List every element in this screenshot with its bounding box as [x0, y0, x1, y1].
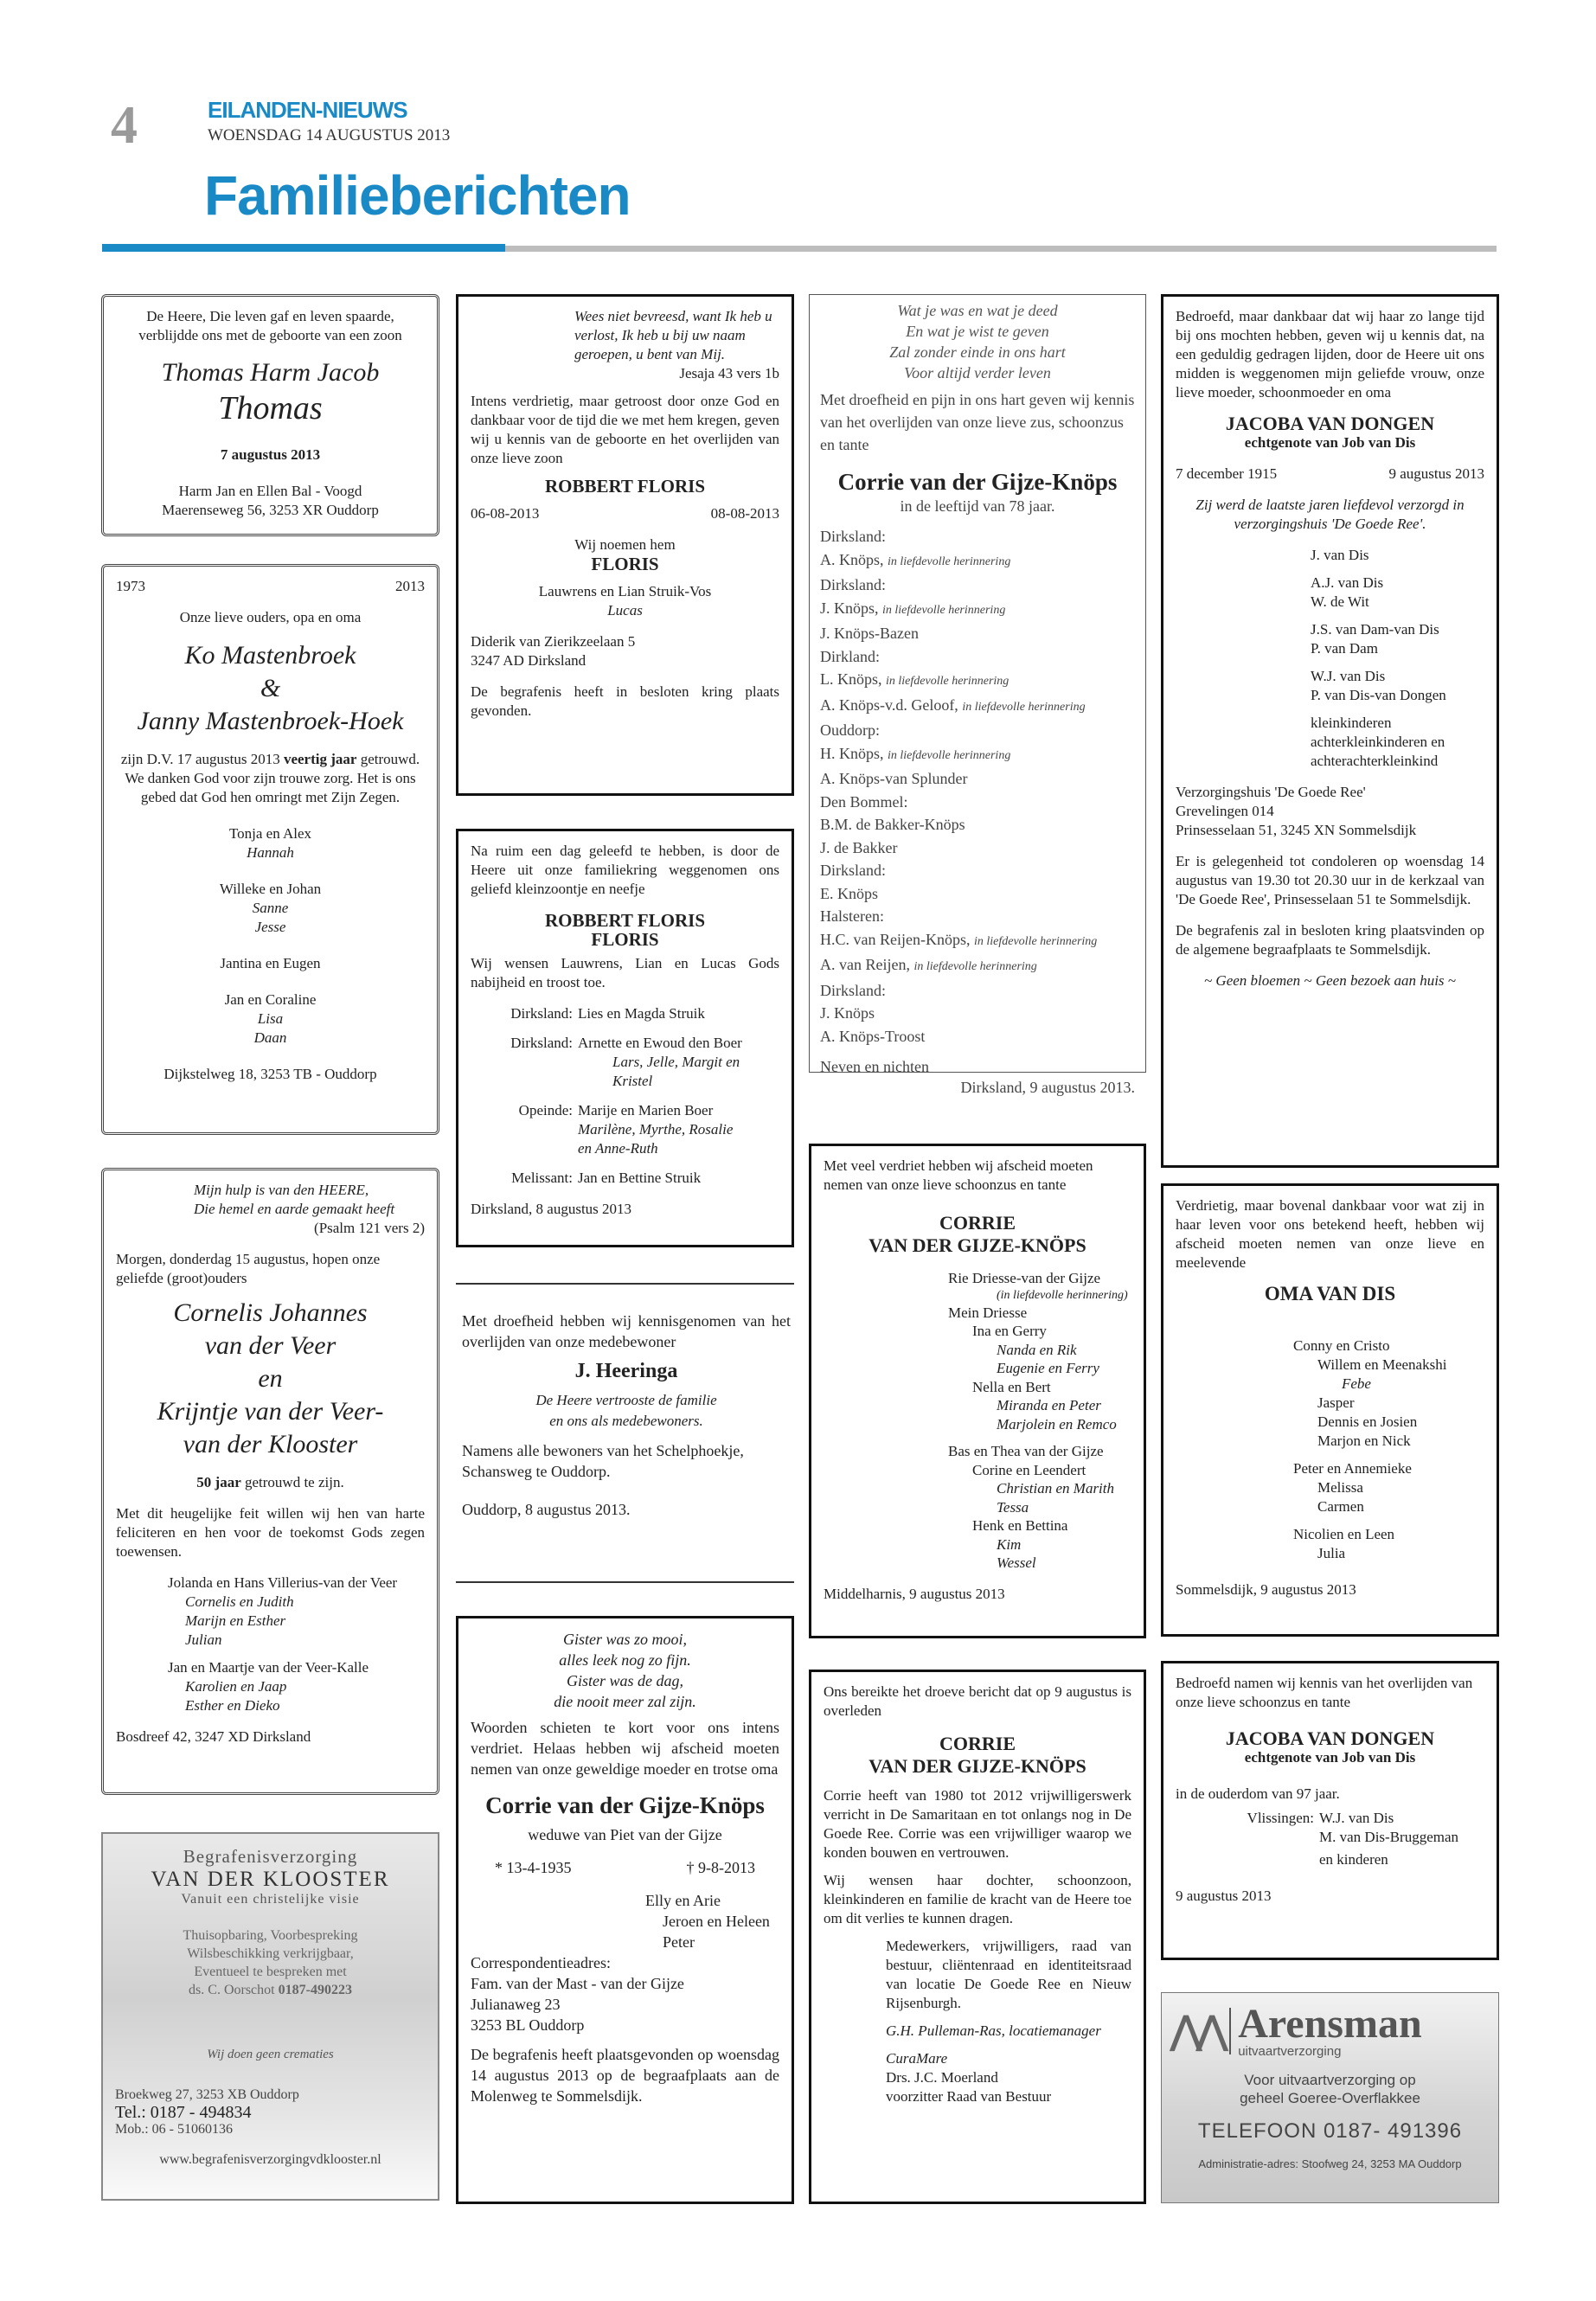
funeral-service-ad-van-der-klooster [101, 1832, 439, 2201]
sibling: Lucas [607, 602, 643, 619]
death-date: 08-08-2013 [710, 505, 779, 522]
verse-ref: Jesaja 43 vers 1b [679, 365, 779, 381]
verse-1: Wat je was en wat je deed [897, 302, 1058, 319]
sibling-row: B.M. de Bakker-Knöps [820, 816, 965, 833]
death-announcement-robbert-floris-family [456, 829, 794, 1247]
address-line-1: Diderik van Zierikzeelaan 5 [471, 633, 636, 650]
address: Bosdreef 42, 3247 XD Dirksland [116, 1728, 311, 1745]
family-4: Jan en Bettine Struik [578, 1170, 702, 1186]
family-line-3: Febe [1342, 1375, 1371, 1392]
sibling-row: Dirksland: [820, 981, 886, 999]
family-line-8: Marjolein en Remco [997, 1415, 1117, 1433]
ad-company: VAN DER KLOOSTER [151, 1868, 390, 1891]
verse-2: En wat je wist te geven [906, 323, 1049, 340]
family-3-kids: Marilène, Myrthe, Rosalie [578, 1121, 734, 1138]
family-line-8: Melissa [1317, 1479, 1363, 1496]
family-1-kid-1: Cornelis en Judith [185, 1593, 294, 1610]
family-6: W.J. van Dis [1311, 668, 1386, 684]
verse-4: die nooit meer zal zijn. [554, 1693, 696, 1710]
family-1-kid-2: Marijn en Esther [185, 1612, 286, 1629]
birth-announcement-thomas [101, 294, 439, 536]
ad-line-2: geheel Goeree-Overflakkee [1240, 2090, 1420, 2106]
family-2-kid-1: Karolien en Jaap [185, 1678, 287, 1695]
header-rule-gray [505, 246, 1497, 252]
family-4-kid-1: Lisa [257, 1010, 284, 1027]
birth-date: * 13-4-1935 [495, 1859, 572, 1876]
address: Dijkstelweg 18, 3253 TB - Ouddorp [163, 1066, 377, 1082]
anniversary-mastenbroek [101, 564, 439, 1135]
verse-4: Voor altijd verder leven [904, 364, 1051, 381]
family-1: Elly en Arie [645, 1892, 721, 1909]
family-line-1: Rie Driesse-van der Gijze [948, 1270, 1101, 1286]
family-7: P. van Dis-van Dongen [1311, 687, 1446, 703]
deceased-name-2: VAN DER GIJZE-KNÖPS [869, 1755, 1086, 1777]
family-2: Jan en Maartje van der Veer-Kalle [168, 1659, 369, 1676]
verse-line-2: Die hemel en aarde gemaakt heeft [194, 1201, 395, 1217]
ad-phone: TELEFOON 0187- 491396 [1197, 2119, 1463, 2143]
family-line-12: Tessa [997, 1498, 1029, 1516]
family-line-10: Corine en Leendert [972, 1461, 1086, 1478]
ad-address: Broekweg 27, 3253 XB Ouddorp [115, 2087, 299, 2102]
family-line-13: Henk en Bettina [972, 1517, 1068, 1534]
deceased-name: Corrie van der Gijze-Knöps [485, 1792, 765, 1818]
verse: Wees niet bevreesd, want Ik heb u verlost, Ik heb u bij uw naam geroepen, u bent van Mij. [574, 308, 772, 362]
place: Vlissingen: [1247, 1810, 1314, 1826]
senders: Medewerkers, vrijwilligers, raad van bestuur, cliëntenraad en identiteitsraad van locatie De Goede Ree en Nieuw Rijsenburgh. [886, 1938, 1131, 2011]
funeral-text: De begrafenis heeft plaatsgevonden op woensdag 14 augustus 2013 op de begraafplaats aan de Molenweg te Sommelsdijk. [471, 2046, 779, 2105]
ad-title: Begrafenisverzorging [183, 1846, 358, 1867]
sibling-row: H. Knöps, in liefdevolle herinnering [820, 744, 1011, 762]
announcement-text: Intens verdrietig, maar getroost door onze God en dankbaar voor de tijd die we met hem kregen, geven wij u kennis van de geboorte en het overlijden van onze lieve zoon [471, 393, 779, 466]
footer-date: Dirksland, 8 augustus 2013 [471, 1201, 632, 1217]
sibling-row: Ouddorp: [820, 721, 880, 739]
deceased-name: JACOBA VAN DONGEN [1225, 413, 1435, 434]
family-5: P. van Dam [1311, 640, 1378, 657]
sibling-row: Dirksland: [820, 862, 886, 879]
parents: Lauwrens en Lian Struik-Vos [538, 583, 712, 599]
family-line-3: Ina en Gerry [972, 1323, 1047, 1339]
family-2-kids: Lars, Jelle, Margit en Kristel [612, 1054, 740, 1089]
verse-3: Gister was de dag, [567, 1672, 683, 1689]
birth-intro: De Heere, Die leven gaf en leven spaarde, verblijdde ons met de geboorte van een zoon [138, 308, 402, 343]
death-date: † 9-8-2013 [686, 1859, 755, 1876]
family-line-5: Dennis en Josien [1317, 1413, 1418, 1430]
family-9: achterkleinkinderen en [1311, 734, 1445, 750]
deceased-name: ROBBERT FLORIS [544, 910, 705, 931]
death-announcement-jacoba-van-dongen [1161, 294, 1499, 1168]
announcement-text: Na ruim een dag geleefd te hebben, is door de Heere uit onze familiekring weggenomen ons geliefd kleinzoontje en neefje [471, 843, 779, 897]
ad-website[interactable]: www.begrafenisverzorgingvdklooster.nl [159, 2152, 381, 2167]
family-line-14: Kim [997, 1535, 1022, 1553]
family-1: Tonja en Alex [228, 825, 312, 842]
ad-brand: Arensman [1238, 2001, 1422, 2047]
widow-of: weduwe van Piet van der Gijze [528, 1826, 722, 1843]
deceased-name: Corrie van der Gijze-Knöps [837, 469, 1118, 495]
deceased-name-1: CORRIE [939, 1212, 1016, 1234]
verse-2: alles leek nog zo fijn. [559, 1651, 691, 1669]
family-1-kid: Hannah [247, 844, 294, 861]
sibling-row: J. Knöps-Bazen [820, 625, 919, 642]
sibling-row: A. Knöps-v.d. Geloof, in liefdevolle herinnering [820, 695, 1086, 714]
place-4: Melissant: [511, 1170, 573, 1186]
correspondence-label: Correspondentieadres: [471, 1954, 611, 1971]
naming-text: Wij noemen hem [574, 536, 676, 553]
sibling-row: J. Knöps [820, 1004, 875, 1022]
couple-name-1: Ko Mastenbroek [184, 641, 356, 670]
parents-address: Maerenseweg 56, 3253 XR Ouddorp [162, 502, 379, 518]
footer-date: Middelharnis, 9 augustus 2013 [824, 1585, 1005, 1602]
birth-date: 7 december 1915 [1176, 465, 1278, 482]
family-line-2: Willem en Meenakshi [1317, 1356, 1447, 1373]
signature-2-role: voorzitter Raad van Bestuur [886, 2088, 1052, 2105]
family-2: Willeke en Johan [219, 881, 322, 897]
age-text: in de ouderdom van 97 jaar. [1176, 1785, 1340, 1802]
sibling-row: A. van Reijen, in liefdevolle herinnering [820, 956, 1037, 973]
family-2: Jeroen en Heleen [663, 1913, 770, 1930]
deceased-name: J. Heeringa [574, 1360, 678, 1382]
family-8: kleinkinderen [1311, 715, 1392, 731]
family-1-kid-3: Julian [185, 1631, 222, 1648]
wishes-text: Wij wensen haar dochter, schoonzoon, kleinkinderen en familie de kracht van de Heere toe om dit verlies te kunnen dragen. [824, 1872, 1131, 1926]
care-home-address-2: Grevelingen 014 [1176, 803, 1274, 819]
ad-mobile: Mob.: 06 - 51060136 [115, 2122, 233, 2137]
wishes-text: Wij wensen Lauwrens, Lian en Lucas Gods nabijheid en troost toe. [471, 955, 779, 990]
family-line-9: Bas en Thea van der Gijze [948, 1443, 1104, 1459]
death-announcement-corrie-in-laws [809, 1144, 1146, 1638]
family-3: W. de Wit [1311, 593, 1369, 610]
announcement-text: Woorden schieten te kort voor ons intens verdriet. Helaas hebben wij afscheid moeten nemen van onze geweldige moeder en trotse oma [471, 1719, 779, 1778]
issue-date: WOENSDAG 14 AUGUSTUS 2013 [208, 126, 451, 144]
sibling-row: E. Knöps [820, 884, 878, 902]
family-3: Marije en Marien Boer [578, 1102, 714, 1118]
anniversary-years: 50 jaar getrouwd te zijn. [196, 1474, 344, 1490]
cousins: Neven en nichten [820, 1058, 929, 1075]
family-1: J. van Dis [1311, 547, 1369, 563]
death-announcement-corrie-siblings [809, 294, 1146, 1096]
couple-line-3: en [258, 1364, 283, 1393]
congrats-text: Met dit heugelijke feit willen wij hen van harte feliciteren en hen voor de toekomst Gods zegen toewensen. [116, 1505, 425, 1560]
family-line-4: Jasper [1317, 1394, 1355, 1411]
signature-1: G.H. Pulleman-Ras, locatiemanager [886, 2022, 1101, 2039]
death-announcement-jacoba-in-laws [1161, 1661, 1499, 1960]
corr-address-2: Julianaweg 23 [471, 1996, 561, 2013]
announcement-text: Ons bereikte het droeve bericht dat op 9 augustus is overleden [824, 1683, 1131, 1719]
death-announcement-corrie-children [456, 1616, 794, 2204]
anniversary-van-der-veer [101, 1168, 439, 1795]
family-line-15: Wessel [997, 1554, 1036, 1571]
couple-line-1: Cornelis Johannes [173, 1298, 368, 1327]
verse-line-1: Mijn hulp is van den HEERE, [194, 1182, 369, 1198]
care-note: Zij werd de laatste jaren liefdevol verzorgd in verzorgingshuis 'De Goede Ree'. [1195, 497, 1465, 532]
family-line-11: Christian en Marith [997, 1480, 1115, 1497]
spouse-line: echtgenote van Job van Dis [1244, 1749, 1416, 1766]
ad-service-1: Thuisopbaring, Voorbespreking [183, 1928, 358, 1943]
anniversary-intro: Morgen, donderdag 15 augustus, hopen onze geliefde (groot)ouders [116, 1251, 381, 1286]
sibling-row: L. Knöps, in liefdevolle herinnering [820, 670, 1010, 688]
ad-service-3: Eventueel te bespreken met [194, 1965, 347, 1979]
family-2: Arnette en Ewoud den Boer [578, 1035, 742, 1051]
page-number: 4 [111, 96, 138, 155]
year-start: 1973 [116, 578, 145, 594]
announcement-text: Met veel verdriet hebben wij afscheid moeten nemen van onze lieve schoonzus en tante [824, 1157, 1093, 1193]
verse-ref: (Psalm 121 vers 2) [314, 1220, 425, 1236]
family-4: Jan en Coraline [224, 991, 317, 1008]
couple-name-2: Janny Mastenbroek-Hoek [137, 707, 404, 735]
place-2: Dirksland: [510, 1035, 573, 1051]
couple-line-5: van der Klooster [183, 1430, 358, 1458]
family-line-1: Conny en Cristo [1293, 1337, 1390, 1354]
family-3: en kinderen [1319, 1851, 1388, 1868]
family-1: Lies en Magda Struik [578, 1005, 705, 1022]
paper-name: EILANDEN-NIEUWS [208, 97, 407, 123]
family-2: M. van Dis-Bruggeman [1319, 1829, 1459, 1845]
ad-line-1: Voor uitvaartverzorging op [1244, 2072, 1416, 2088]
address-line-2: 3247 AD Dirksland [471, 652, 586, 669]
funeral-service-ad-arensman [1161, 1992, 1499, 2203]
sibling-row: Den Bommel: [820, 792, 908, 811]
family-2-kid-1: Sanne [252, 900, 289, 916]
care-home-address-1: Verzorgingshuis 'De Goede Ree' [1176, 784, 1366, 800]
condolence-text: Er is gelegenheid tot condoleren op woensdag 14 augustus van 19.30 tot 20.30 uur in de kerkzaal van 'De Goede Ree', Prinsesselaan 51 te Sommelsdijk. [1176, 853, 1484, 907]
announcement-text: Met droefheid hebben wij kennisgenomen van het overlijden van onze medebewoner [462, 1312, 791, 1350]
death-date: 9 augustus 2013 [1388, 465, 1484, 482]
family-line-1-note: (in liefdevolle herinnering) [997, 1288, 1128, 1302]
family-2-kid-2: Esther en Dieko [185, 1697, 280, 1714]
sibling-row: Dirksland: [820, 576, 886, 593]
footer-date: Dirksland, 9 augustus 2013. [960, 1079, 1135, 1096]
parents: Harm Jan en Ellen Bal - Voogd [178, 483, 362, 499]
funeral-text: De begrafenis zal in besloten kring plaatsvinden op de algemene begraafplaats te Sommelsdijk. [1176, 922, 1484, 958]
announcement-text: Bedroefd, maar dankbaar dat wij haar zo lange tijd bij ons mochten hebben, geven wij u kennis dat, na een geduldig gedragen lijden, door de Heere uit ons midden is weggenomen mijn geliefde vrouw, onze lieve moeder, schoonmoeder en oma [1176, 308, 1484, 401]
anniversary-text: zijn D.V. 17 augustus 2013 veertig jaar getrouwd. We danken God voor zijn trouwe zorg. Het is ons gebed dat God hen omringt met Zijn Zegen. [120, 751, 420, 805]
sibling-row: Dirkland: [820, 647, 880, 665]
family-4-kid-2: Daan [253, 1029, 287, 1046]
family-10: achterachterkleinkind [1311, 753, 1439, 769]
arensman-logo-icon: ⋀⋀ [1170, 2009, 1223, 2052]
couple-line-2: van der Veer [204, 1331, 337, 1360]
family-line-9: Carmen [1317, 1498, 1364, 1515]
header-rule-blue [102, 244, 505, 252]
call-name: FLORIS [591, 929, 659, 950]
ad-phone: Tel.: 0187 - 494834 [115, 2103, 252, 2122]
sender-text: Namens alle bewoners van het Schelphoekje, Schansweg te Ouddorp. [462, 1442, 744, 1480]
family-4: J.S. van Dam-van Dis [1311, 621, 1439, 638]
family-line-6: Marjon en Nick [1317, 1433, 1411, 1449]
call-name: FLORIS [591, 554, 659, 574]
family-line-10: Nicolien en Leen [1293, 1526, 1395, 1542]
verse-2: en ons als medebewoners. [549, 1413, 703, 1429]
family-2: A.J. van Dis [1311, 574, 1384, 591]
sibling-row: J. de Bakker [820, 838, 898, 856]
ad-address: Administratie-adres: Stoofweg 24, 3253 MA Ouddorp [1198, 2157, 1462, 2170]
family-line-2: Mein Driesse [948, 1304, 1028, 1321]
footer-date: Ouddorp, 8 augustus 2013. [462, 1501, 631, 1518]
divider [456, 1283, 794, 1285]
announcement-text: Verdrietig, maar bovenal dankbaar voor wat zij in haar leven voor ons betekend heeft, hebben wij afscheid moeten nemen van onze lieve en meelevende [1176, 1197, 1484, 1271]
ad-brand-sub: uitvaartverzorging [1238, 2044, 1342, 2059]
signature-2: Drs. J.C. Moerland [886, 2069, 998, 2086]
deceased-name: OMA VAN DIS [1264, 1283, 1396, 1304]
death-announcement-heeringa [462, 1311, 791, 1570]
place-1: Dirksland: [510, 1005, 573, 1022]
sibling-row: A. Knöps-van Splunder [820, 770, 968, 787]
divider [456, 1581, 794, 1583]
death-announcement-robbert-floris-parents [456, 294, 794, 796]
child-call-name: Thomas [218, 390, 323, 426]
sibling-list [820, 525, 1135, 1048]
announcement-text: Bedroefd namen wij kennis van het overlijden van onze lieve schoonzus en tante [1176, 1675, 1473, 1710]
family-3: Peter [663, 1933, 695, 1951]
family-1: W.J. van Dis [1319, 1810, 1394, 1826]
family-2-kid-2: Jesse [254, 919, 286, 935]
signature-org: CuraMare [886, 2050, 948, 2067]
sibling-row: J. Knöps, in liefdevolle herinnering [820, 599, 1006, 617]
verse-1: De Heere vertrooste de familie [535, 1392, 717, 1408]
sibling-row: Dirksland: [820, 528, 886, 545]
sibling-row: A. Knöps-Troost [820, 1027, 926, 1045]
ad-service-2: Wilsbeschikking verkrijgbaar, [187, 1946, 354, 1961]
ad-tagline: Vanuit een christelijke visie [181, 1892, 360, 1907]
family-line-7: Miranda en Peter [997, 1397, 1101, 1413]
footer-date: 9 augustus 2013 [1176, 1888, 1272, 1904]
corr-address-1: Fam. van der Mast - van der Gijze [471, 1975, 684, 1992]
year-end: 2013 [395, 578, 425, 594]
spouse-line: echtgenote van Job van Dis [1244, 434, 1416, 451]
volunteer-text: Corrie heeft van 1980 tot 2012 vrijwilligerswerk verricht in De Samaritaan en tot onlangs nog in De Goede Ree. Corrie was een vrijwilliger waarop we konden bouwen en vertrouwen. [824, 1787, 1131, 1861]
announcement-text: Met droefheid en pijn in ons hart geven wij kennis van het overlijden van onze lieve zus, schoonzus en tante [820, 391, 1135, 453]
deceased-name-1: CORRIE [939, 1733, 1016, 1754]
family-line-7: Peter en Annemieke [1293, 1460, 1412, 1477]
sibling-row: H.C. van Reijen-Knöps, in liefdevolle herinnering [820, 930, 1098, 948]
age-text: in de leeftijd van 78 jaar. [900, 497, 1055, 515]
place-3: Opeinde: [518, 1102, 573, 1118]
ad-no-cremation: Wij doen geen crematies [207, 2048, 334, 2061]
family-3: Jantina en Eugen [220, 955, 321, 971]
sibling-row: Halsteren: [820, 907, 884, 925]
couple-line-4: Krijntje van der Veer- [157, 1397, 384, 1426]
verse-1: Gister was zo mooi, [562, 1631, 687, 1648]
sibling-row: A. Knöps, in liefdevolle herinnering [820, 550, 1011, 568]
verse-3: Zal zonder einde in ons hart [889, 343, 1066, 361]
no-flowers-note: ~ Geen bloemen ~ Geen bezoek aan huis ~ [1203, 972, 1456, 989]
deceased-name-2: VAN DER GIJZE-KNÖPS [869, 1234, 1086, 1256]
care-home-address-3: Prinsesselaan 51, 3245 XN Sommelsdijk [1176, 822, 1417, 838]
birth-date: 06-08-2013 [471, 505, 540, 522]
corr-address-3: 3253 BL Ouddorp [471, 2016, 585, 2034]
deceased-name: JACOBA VAN DONGEN [1225, 1727, 1435, 1749]
section-title: Familieberichten [204, 164, 631, 227]
ampersand: & [260, 674, 281, 702]
death-announcement-oma-van-dis [1161, 1183, 1499, 1637]
family-1: Jolanda en Hans Villerius-van der Veer [168, 1574, 398, 1591]
ad-service-4: ds. C. Oorschot 0187-490223 [189, 1983, 352, 1997]
family-line-11: Julia [1317, 1545, 1346, 1561]
birth-date: 7 augustus 2013 [220, 446, 321, 463]
funeral-text: De begrafenis heeft in besloten kring plaats gevonden. [471, 683, 779, 719]
anniversary-intro: Onze lieve ouders, opa en oma [179, 609, 362, 625]
family-line-5: Eugenie en Ferry [997, 1360, 1099, 1376]
family-line-6: Nella en Bert [972, 1378, 1051, 1395]
death-announcement-corrie-curamare [809, 1670, 1146, 2204]
footer-date: Sommelsdijk, 9 augustus 2013 [1176, 1581, 1356, 1598]
child-full-name: Thomas Harm Jacob [161, 358, 380, 387]
family-3-kids-2: en Anne-Ruth [578, 1140, 658, 1157]
deceased-name: ROBBERT FLORIS [544, 476, 705, 497]
family-line-4: Nanda en Rik [997, 1341, 1077, 1358]
